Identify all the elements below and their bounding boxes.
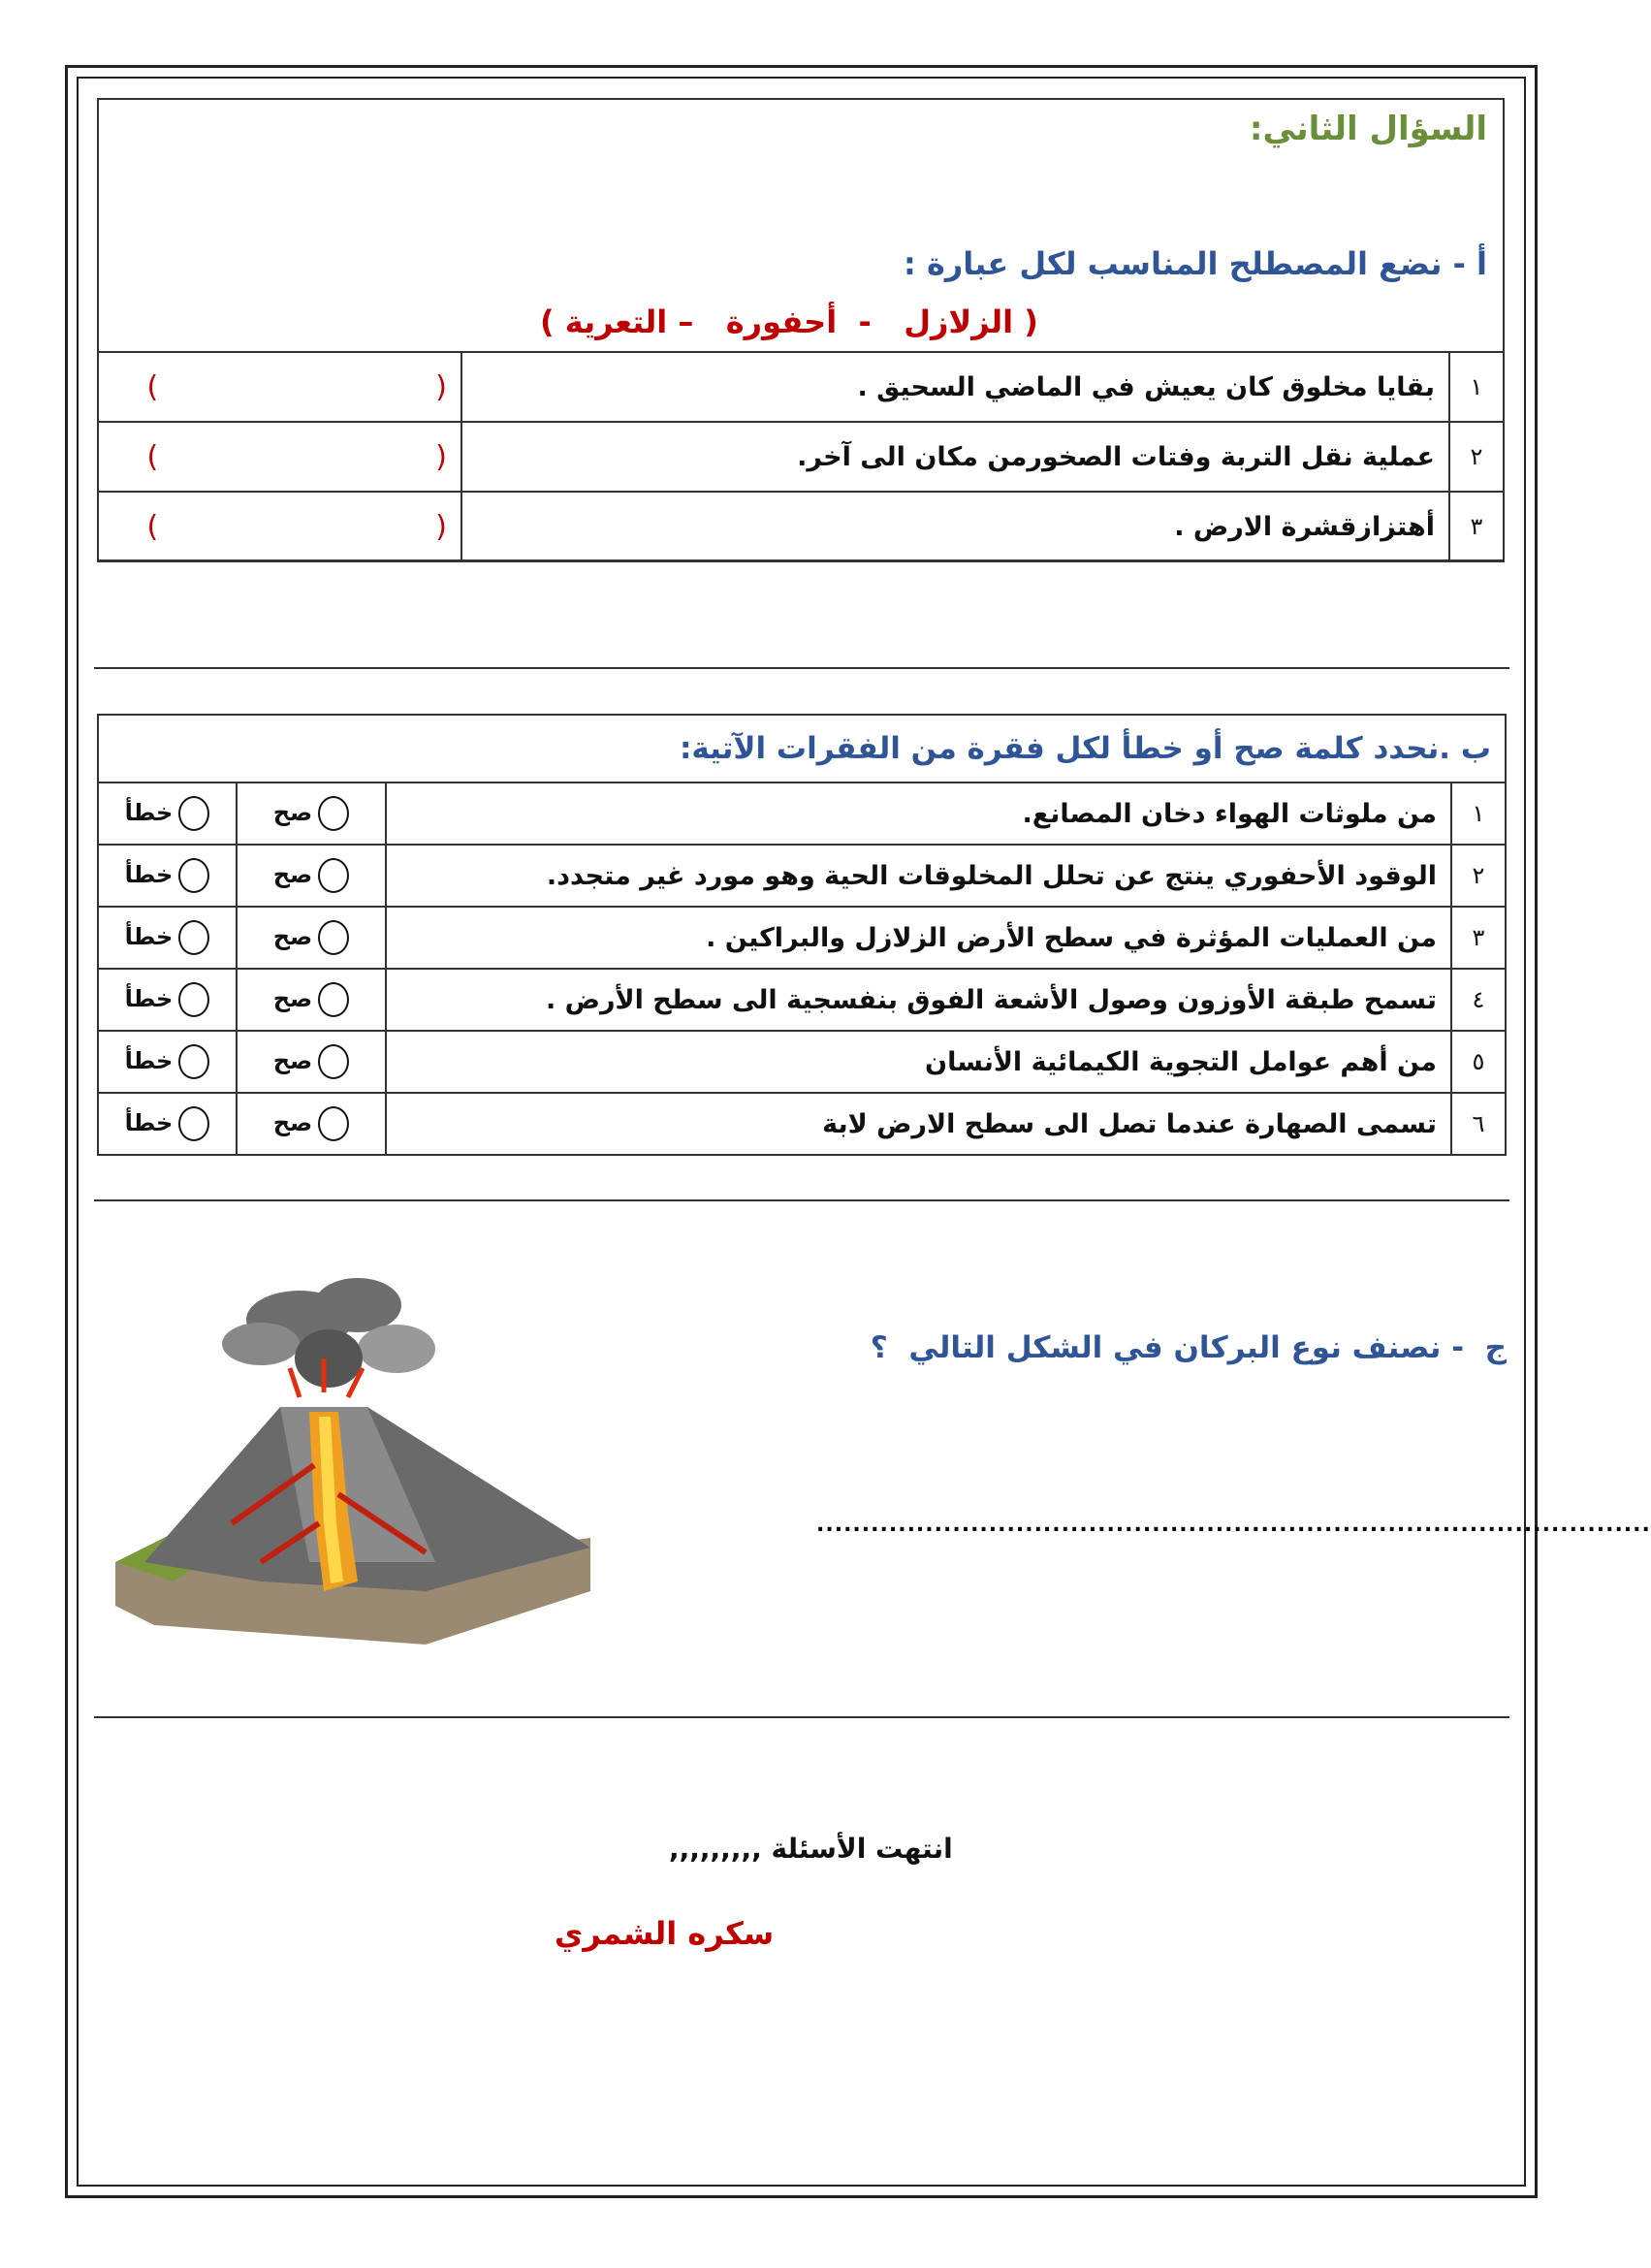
row-number: ٣ xyxy=(1449,492,1504,561)
false-option[interactable] xyxy=(98,845,237,907)
table-row xyxy=(98,783,1506,845)
false-label: خطأ xyxy=(124,861,174,888)
true-option[interactable] xyxy=(237,783,386,845)
divider xyxy=(94,667,1509,669)
section-b-table xyxy=(97,714,1507,1156)
row-number: ٥ xyxy=(1451,1031,1506,1093)
radio-circle-icon[interactable] xyxy=(178,1106,209,1141)
row-text: من العمليات المؤثرة في سطح الأرض الزلازل والبراكين . xyxy=(386,907,1451,969)
table-row xyxy=(98,1093,1506,1155)
true-option[interactable] xyxy=(237,1093,386,1155)
divider xyxy=(94,1716,1509,1718)
false-label: خطأ xyxy=(124,799,174,826)
row-text: من ملوثات الهواء دخان المصانع. xyxy=(386,783,1451,845)
table-row xyxy=(98,907,1506,969)
table-row xyxy=(98,492,1504,561)
true-label: صح xyxy=(272,985,313,1012)
section-b-heading: ب .نحدد كلمة صح أو خطأ لكل فقرة من الفقرات الآتية: xyxy=(98,715,1506,783)
true-label: صح xyxy=(272,861,313,888)
row-number: ٦ xyxy=(1451,1093,1506,1155)
radio-circle-icon[interactable] xyxy=(178,920,209,955)
radio-circle-icon[interactable] xyxy=(318,858,349,893)
true-option[interactable] xyxy=(237,969,386,1031)
row-text: عملية نقل التربة وفتات الصخورمن مكان الى آخر. xyxy=(461,422,1449,492)
row-text: بقايا مخلوق كان يعيش في الماضي السحيق . xyxy=(461,352,1449,422)
radio-circle-icon[interactable] xyxy=(318,982,349,1017)
table-row xyxy=(98,1031,1506,1093)
false-option[interactable] xyxy=(98,1093,237,1155)
end-of-questions: انتهت الأسئلة ,,,,,,,,, xyxy=(669,1833,953,1865)
false-option[interactable] xyxy=(98,969,237,1031)
true-label: صح xyxy=(272,923,313,950)
radio-circle-icon[interactable] xyxy=(318,796,349,831)
row-text: تسمح طبقة الأوزون وصول الأشعة الفوق بنفسجية الى سطح الأرض . xyxy=(386,969,1451,1031)
true-label: صح xyxy=(272,1047,313,1074)
answer-dotted-line[interactable]: ............................................................................................ xyxy=(816,1513,1651,1537)
radio-circle-icon[interactable] xyxy=(178,858,209,893)
radio-circle-icon[interactable] xyxy=(318,1044,349,1079)
question-title: السؤال الثاني: xyxy=(1249,110,1487,148)
row-number: ١ xyxy=(1449,352,1504,422)
radio-circle-icon[interactable] xyxy=(178,1044,209,1079)
true-option[interactable] xyxy=(237,907,386,969)
false-label: خطأ xyxy=(124,1109,174,1136)
section-c-heading: ج - نصنف نوع البركان في الشكل التالي ؟ xyxy=(870,1330,1507,1365)
row-number: ٢ xyxy=(1449,422,1504,492)
radio-circle-icon[interactable] xyxy=(178,796,209,831)
smoke-cloud xyxy=(222,1278,435,1388)
false-label: خطأ xyxy=(124,923,174,950)
answer-blank[interactable]: ( ) xyxy=(98,422,461,492)
section-a-heading: أ - نضع المصطلح المناسب لكل عبارة : xyxy=(904,245,1487,282)
table-row xyxy=(98,845,1506,907)
answer-blank[interactable]: ( ) xyxy=(98,492,461,561)
row-number: ٣ xyxy=(1451,907,1506,969)
true-option[interactable] xyxy=(237,1031,386,1093)
row-number: ٢ xyxy=(1451,845,1506,907)
false-label: خطأ xyxy=(124,1047,174,1074)
true-option[interactable] xyxy=(237,845,386,907)
row-text: الوقود الأحفوري ينتج عن تحلل المخلوقات الحية وهو مورد غير متجدد. xyxy=(386,845,1451,907)
radio-circle-icon[interactable] xyxy=(318,1106,349,1141)
row-text: من أهم عوامل التجوية الكيمائية الأنسان xyxy=(386,1031,1451,1093)
radio-circle-icon[interactable] xyxy=(178,982,209,1017)
false-option[interactable] xyxy=(98,783,237,845)
row-text: تسمى الصهارة عندما تصل الى سطح الارض لابة xyxy=(386,1093,1451,1155)
false-label: خطأ xyxy=(124,985,174,1012)
table-row xyxy=(98,422,1504,492)
table-row xyxy=(98,969,1506,1031)
volcano-image xyxy=(115,1271,592,1661)
teacher-name: سكره الشمري xyxy=(555,1915,775,1952)
true-label: صح xyxy=(272,1109,313,1136)
divider xyxy=(94,1199,1509,1201)
answer-blank[interactable]: ( ) xyxy=(98,352,461,422)
terms-line: ( الزلازل - أحفورة – التعرية ) xyxy=(540,303,1038,340)
table-row xyxy=(98,352,1504,422)
false-option[interactable] xyxy=(98,1031,237,1093)
true-label: صح xyxy=(272,799,313,826)
section-a-table xyxy=(97,351,1505,562)
row-number: ٤ xyxy=(1451,969,1506,1031)
row-number: ١ xyxy=(1451,783,1506,845)
section-a-box xyxy=(97,98,1505,561)
false-option[interactable] xyxy=(98,907,237,969)
radio-circle-icon[interactable] xyxy=(318,920,349,955)
row-text: أهتزازقشرة الارض . xyxy=(461,492,1449,561)
